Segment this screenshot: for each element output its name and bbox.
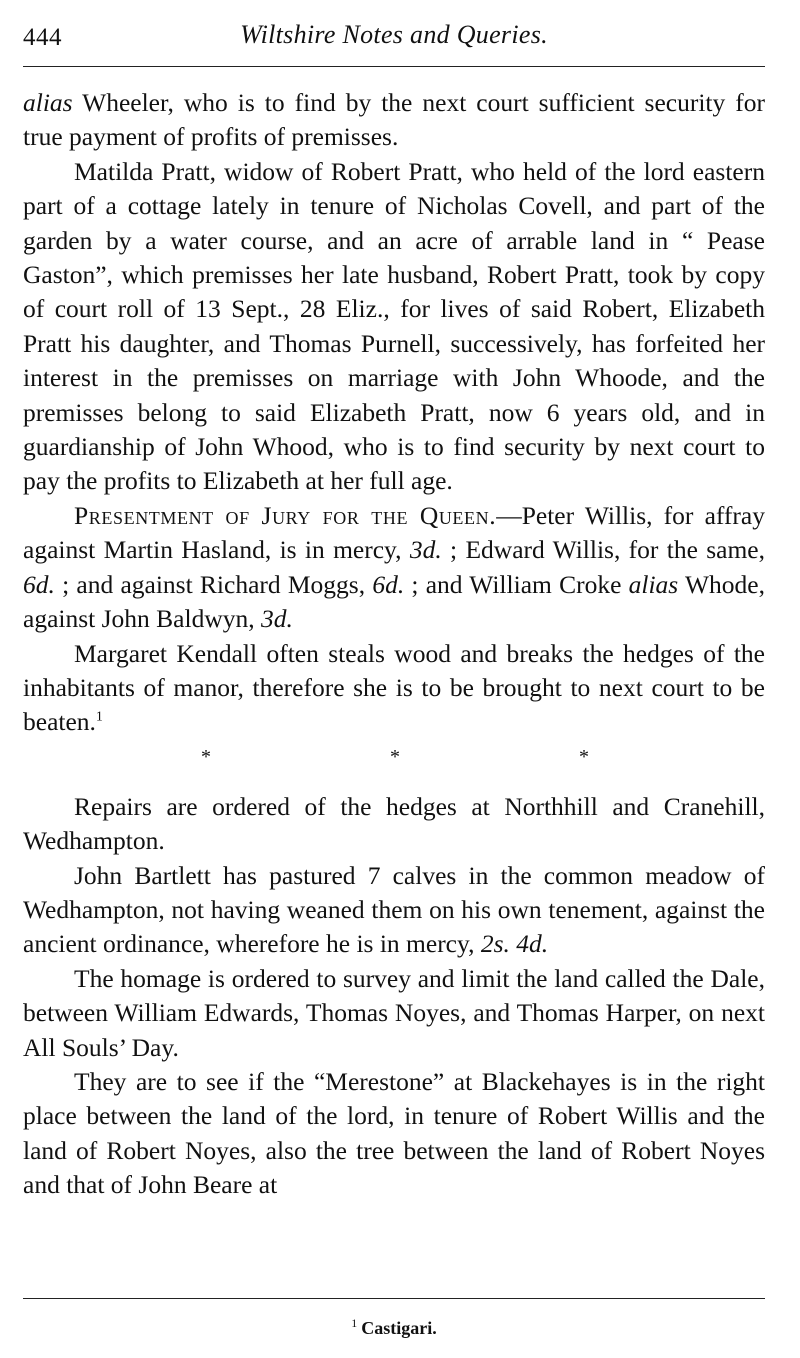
paragraph-text: Whode, against John Baldwyn, [23, 569, 765, 634]
footnote-rule [23, 1298, 765, 1299]
paragraph-text: The homage is ordered to survey and limit the land called the Dale, between William Edwards, Thomas Noyes, and Thomas Harper, on next All Souls’ Day. [23, 963, 765, 1062]
footnote-text: Castigari. [361, 1318, 437, 1338]
paragraph-text: They are to see if the “Merestone” at Blackehayes is in the right place between the land of the lord, in tenure of Robert Willis and the land of Robert Noyes, also the tree between the land of Robert Noyes and that of John Beare at [23, 1066, 765, 1200]
paragraph-text: ; and William Croke [404, 569, 629, 599]
section-break [23, 740, 765, 790]
asterisk: * [390, 745, 400, 768]
amount: 2s. 4d. [480, 929, 549, 959]
paragraph-repairs [23, 790, 765, 859]
paragraph-presentment [23, 499, 765, 637]
amount: 3d. [260, 604, 293, 634]
paragraph-text: ; Edward Willis, for the same, [441, 535, 765, 565]
page-number: 444 [23, 24, 62, 51]
running-title: Wiltshire Notes and Queries. [240, 20, 548, 49]
paragraph-margaret-kendall [23, 637, 765, 740]
paragraph-continued [23, 86, 765, 155]
section-heading: Presentment of Jury for the Queen. [74, 500, 497, 530]
paragraph-text: Wheeler, who is to find by the next court sufficient security for true payment of profits of premisses. [23, 88, 765, 152]
amount: 6d. [372, 569, 405, 599]
page-header [23, 16, 765, 60]
paragraph-merestone [23, 1065, 765, 1203]
amount: 6d. [23, 569, 55, 599]
paragraph-homage [23, 962, 765, 1065]
amount: 3d. [409, 535, 442, 565]
paragraph-john-bartlett [23, 859, 765, 962]
paragraph-text: ; and against Richard Moggs, [54, 569, 373, 599]
footnote-reference: 1 [95, 709, 103, 725]
alias-word: alias [628, 569, 679, 599]
document-page [23, 0, 765, 1358]
paragraph-matilda-pratt [23, 155, 765, 499]
paragraph-text: Repairs are ordered of the hedges at Northhill and Cranehill, Wedhampton. [23, 791, 765, 856]
alias-word: alias [23, 88, 73, 117]
asterisk: * [201, 745, 211, 768]
paragraph-text: John Bartlett has pastured 7 calves in the common meadow of Wedhampton, not having weaned them on his own tenement, against the ancient ordinance, wherefore he is in mercy, [23, 860, 765, 959]
footnote [23, 1316, 765, 1339]
footnote-marker: 1 [351, 1316, 358, 1330]
body-text [23, 86, 765, 1203]
paragraph-text: Matilda Pratt, widow of Robert Pratt, who held of the lord eastern part of a cottage lately in tenure of Nicholas Covell, and part of the garden by a water course, and an acre of arrable land in “ Pease Gaston”, which premisses her late husband, Robert Pratt, took by copy of court roll of 13 Sept., 28 Eliz., for lives of said Robert, Elizabeth Pratt his daughter, and Thomas Purnell, successively, has forfeited her interest in the premisses on marriage with John Whoode, and the premisses belong to said Elizabeth Pratt, now 6 years old, and in guardianship of John Whood, who is to find security by next court to pay the profits to Elizabeth at her full age. [23, 156, 765, 496]
asterisk: * [579, 745, 589, 768]
paragraph-text: —Peter Willis, for affray against Martin Hasland, is in mercy, [23, 500, 765, 565]
paragraph-text: Margaret Kendall often steals wood and breaks the hedges of the inhabitants of manor, therefore she is to be brought to next court to be beaten. [23, 638, 765, 737]
header-rule [23, 66, 765, 67]
